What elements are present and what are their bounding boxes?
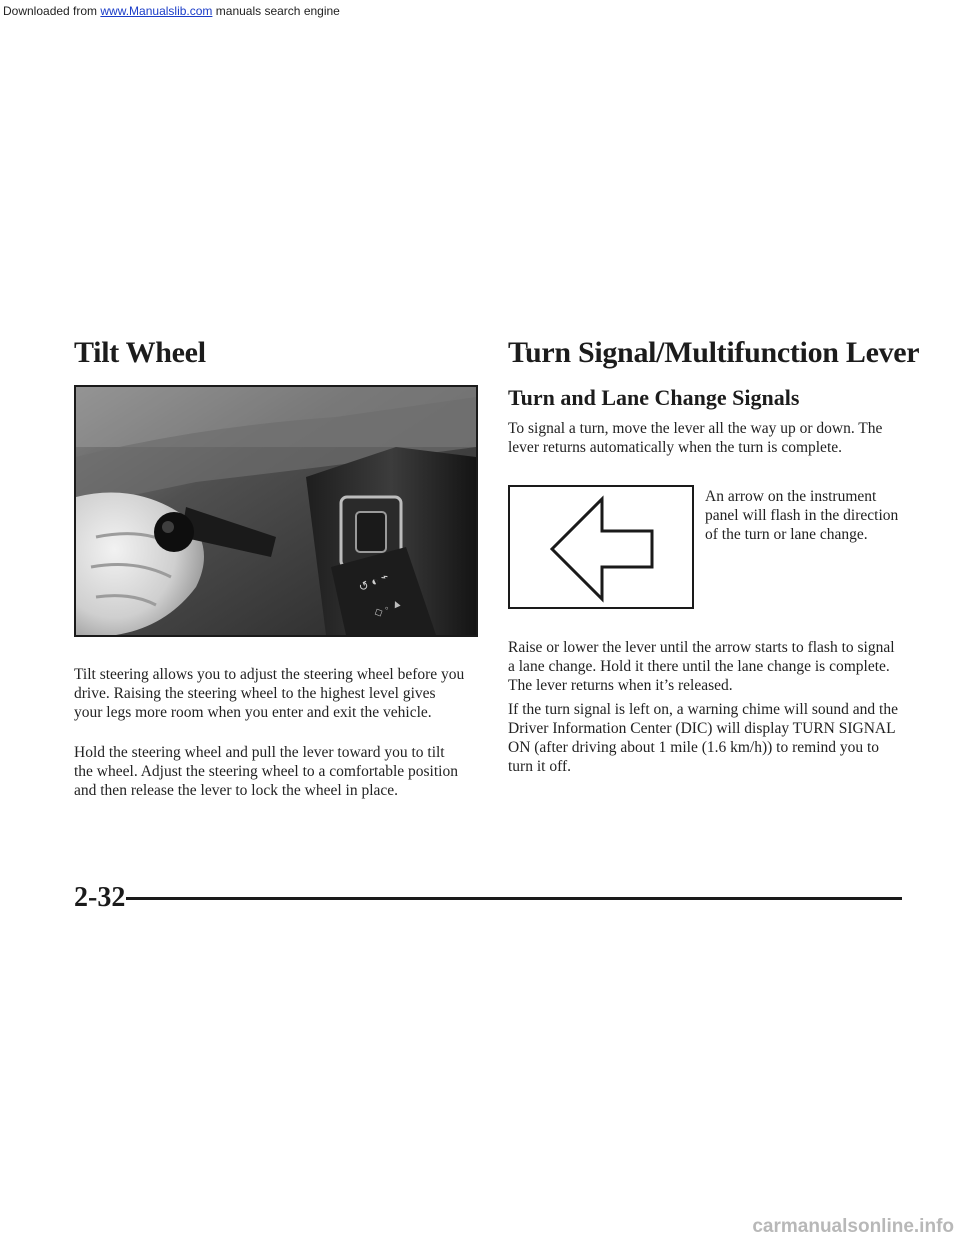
download-banner: [0, 0, 960, 22]
footer-rule: [126, 897, 902, 900]
turn-lane-change-subtitle: Turn and Lane Change Signals: [508, 385, 800, 410]
turn-paragraph-1: To signal a turn, move the lever all the way up or down. The lever returns automatically when the turn is complete.: [508, 420, 883, 456]
steering-column-photo: [74, 385, 478, 637]
turn-paragraph-2: Raise or lower the lever until the arrow starts to flash to signal a lane change. Hold it there until the lane change is complete. The lever returns when it’s released.: [508, 639, 895, 694]
photo-illustration: [76, 387, 476, 635]
arrow-caption: An arrow on the instrument panel will flash in the direction of the turn or lane change.: [705, 488, 899, 543]
left-arrow-icon: [510, 487, 692, 607]
tilt-paragraph-1: Tilt steering allows you to adjust the steering wheel before you drive. Raising the steering wheel to the highest level gives your legs more room when you enter and exit the vehicle.: [74, 666, 465, 721]
turn-arrow-figure: [508, 485, 694, 609]
page-number: 2-32: [74, 882, 126, 913]
tilt-wheel-title: Tilt Wheel: [74, 336, 206, 369]
banner-suffix: manuals search engine: [212, 4, 340, 18]
turn-paragraph-3: If the turn signal is left on, a warning chime will sound and the Driver Information Center (DIC) will display TURN SIGNAL ON (after driving about 1 mile (1.6 km/h)) to remind you to turn it off.: [508, 701, 898, 775]
svg-text:◇ ◦ ▲: ◇ ◦ ▲: [372, 596, 404, 620]
svg-text:↺ ◐ ⌁: ↺ ◐ ⌁: [356, 568, 391, 595]
manualslib-link[interactable]: www.Manualslib.com: [100, 4, 213, 18]
turn-signal-title: Turn Signal/Multifunction Lever: [508, 336, 920, 369]
watermark: carmanualsonline.info: [752, 1216, 954, 1237]
banner-prefix: Downloaded from: [3, 4, 101, 18]
tilt-paragraph-2: Hold the steering wheel and pull the lever toward you to tilt the wheel. Adjust the steering wheel to a comfortable position and then release the lever to lock the wheel in place.: [74, 744, 458, 799]
